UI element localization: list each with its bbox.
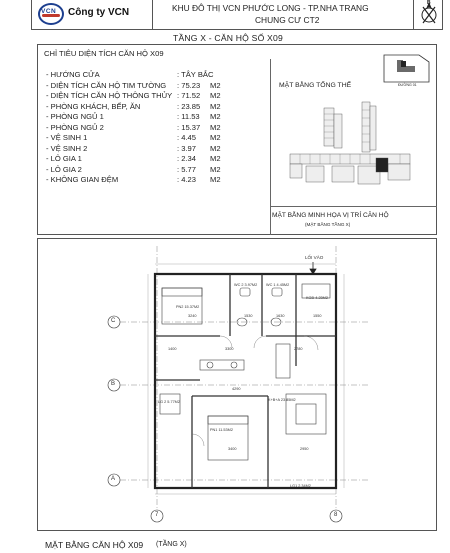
room-label-lg1: LG1 2.34M2 [290, 484, 311, 488]
spec-row [46, 175, 286, 185]
spec-unit: M2 [210, 133, 221, 142]
info-hdivider [270, 206, 437, 207]
spec-label: - LÔ GIA 2 [46, 164, 82, 174]
spec-row [46, 70, 286, 80]
spec-row [46, 133, 286, 143]
spec-label: - DIỆN TÍCH CĂN HỘ THÔNG THỦY [46, 91, 173, 100]
grid-label-a: A [111, 476, 116, 482]
project-title-line2: CHUNG CƯ CT2 [255, 15, 320, 25]
location-plan-label: MẶT BẰNG MINH HỌA VỊ TRÍ CĂN HỘ [272, 212, 389, 219]
spec-label: - LÔ GIA 1 [46, 154, 82, 163]
spec-label: - KHÔNG GIAN ĐỆM [46, 175, 119, 184]
spec-value: : 2.34 [177, 154, 196, 163]
grid-label-c: C [111, 318, 116, 324]
specs-heading: CHỈ TIÊU DIỆN TÍCH CĂN HỘ X09 [44, 49, 164, 58]
spec-unit: M2 [210, 175, 221, 184]
spec-unit: M2 [210, 164, 221, 174]
dimension-label: 2950 [300, 447, 309, 451]
spec-unit: M2 [210, 143, 221, 153]
header-divider [152, 0, 153, 30]
spec-value: : TÂY BẮC [177, 70, 214, 79]
spec-row [46, 123, 286, 133]
site-key-map [381, 52, 433, 86]
dimension-label: 1530 [244, 314, 253, 318]
logo-text: VCN [41, 8, 57, 15]
spec-unit: M2 [210, 91, 221, 100]
spec-unit: M2 [210, 101, 221, 111]
dimension-label: 3300 [225, 347, 234, 351]
spec-label: - PHÒNG NGỦ 2 [46, 122, 104, 132]
spec-row [46, 154, 286, 164]
spec-label: - VỆ SINH 2 [46, 143, 88, 153]
room-label-wc2: WC 2 3.97M2 [234, 283, 258, 287]
dimension-label: 1400 [168, 347, 177, 351]
company-logo [38, 3, 64, 25]
page-subtitle: TẦNG X - CĂN HỘ SỐ X09 [173, 33, 283, 43]
spec-unit: M2 [210, 112, 221, 121]
spec-unit: M2 [210, 122, 221, 132]
location-plan-sublabel: (MẶT BẰNG TẦNG X) [305, 222, 351, 227]
spec-label: - HƯỚNG CỬA [46, 70, 100, 79]
spec-row [46, 144, 286, 154]
dimension-label: 3240 [188, 314, 197, 318]
entrance-label: LỐI VÀO [305, 255, 324, 260]
location-plan-drawing [276, 100, 426, 194]
spec-row [46, 112, 286, 122]
grid-label-b: B [111, 381, 116, 387]
spec-row [46, 91, 286, 101]
spec-value: : 3.97 [177, 143, 196, 153]
spec-value: : 5.77 [177, 164, 196, 174]
site-key-label: ĐƯỜNG 01 [398, 83, 417, 87]
spec-label: - DIỆN TÍCH CĂN HỘ TIM TƯỜNG [46, 80, 167, 90]
spec-label: - VỆ SINH 1 [46, 133, 88, 142]
room-label-lg2: LG 2 5.77M2 [158, 400, 180, 404]
room-label-pn2: PN2 15.37M2 [176, 305, 200, 309]
room-label-kitchen: K+B+A 23.85M2 [268, 398, 296, 402]
spec-value: : 4.23 [177, 175, 196, 184]
spec-value: : 71.52 [177, 91, 201, 100]
spec-row [46, 165, 286, 175]
room-label-wc1: WC 1 4.45M2 [266, 283, 290, 287]
floor-plan-caption-note: (TẦNG X) [156, 541, 187, 548]
dimension-label: 1550 [313, 314, 322, 318]
spec-label: - PHÒNG KHÁCH, BẾP, ĂN [46, 101, 141, 111]
dimension-label: 2780 [294, 347, 303, 351]
spec-row [46, 102, 286, 112]
grid-label-7: 7 [155, 512, 159, 518]
spec-value: : 75.23 [177, 80, 201, 90]
project-title-line1: KHU ĐÔ THỊ VCN PHƯỚC LONG - TP.NHA TRANG [172, 3, 369, 13]
spec-value: : 4.45 [177, 133, 196, 142]
header-bar [31, 0, 443, 30]
header-divider-right [413, 0, 414, 30]
dimension-label: 4290 [232, 387, 241, 391]
spec-value: : 11.53 [177, 112, 200, 121]
dimension-label: 3400 [228, 447, 237, 451]
compass-letter: B [427, 0, 431, 6]
spec-value: : 15.37 [177, 122, 201, 132]
spec-label: - PHÒNG NGỦ 1 [46, 112, 104, 121]
company-name: Công ty VCN [68, 7, 130, 18]
spec-value: : 23.85 [177, 101, 201, 111]
site-plan-label: MẶT BẰNG TỔNG THỂ [279, 82, 352, 89]
spec-unit: M2 [210, 80, 221, 90]
room-label-pn1: PN1 11.53M2 [210, 428, 233, 432]
floor-plan-caption: MẶT BẰNG CĂN HỘ X09 [45, 540, 144, 550]
grid-label-8: 8 [334, 512, 338, 518]
room-label-kgd: KGĐ 4.23M2 [306, 296, 328, 300]
spec-unit: M2 [210, 154, 221, 163]
spec-row [46, 81, 286, 91]
dimension-label: 1630 [276, 314, 285, 318]
